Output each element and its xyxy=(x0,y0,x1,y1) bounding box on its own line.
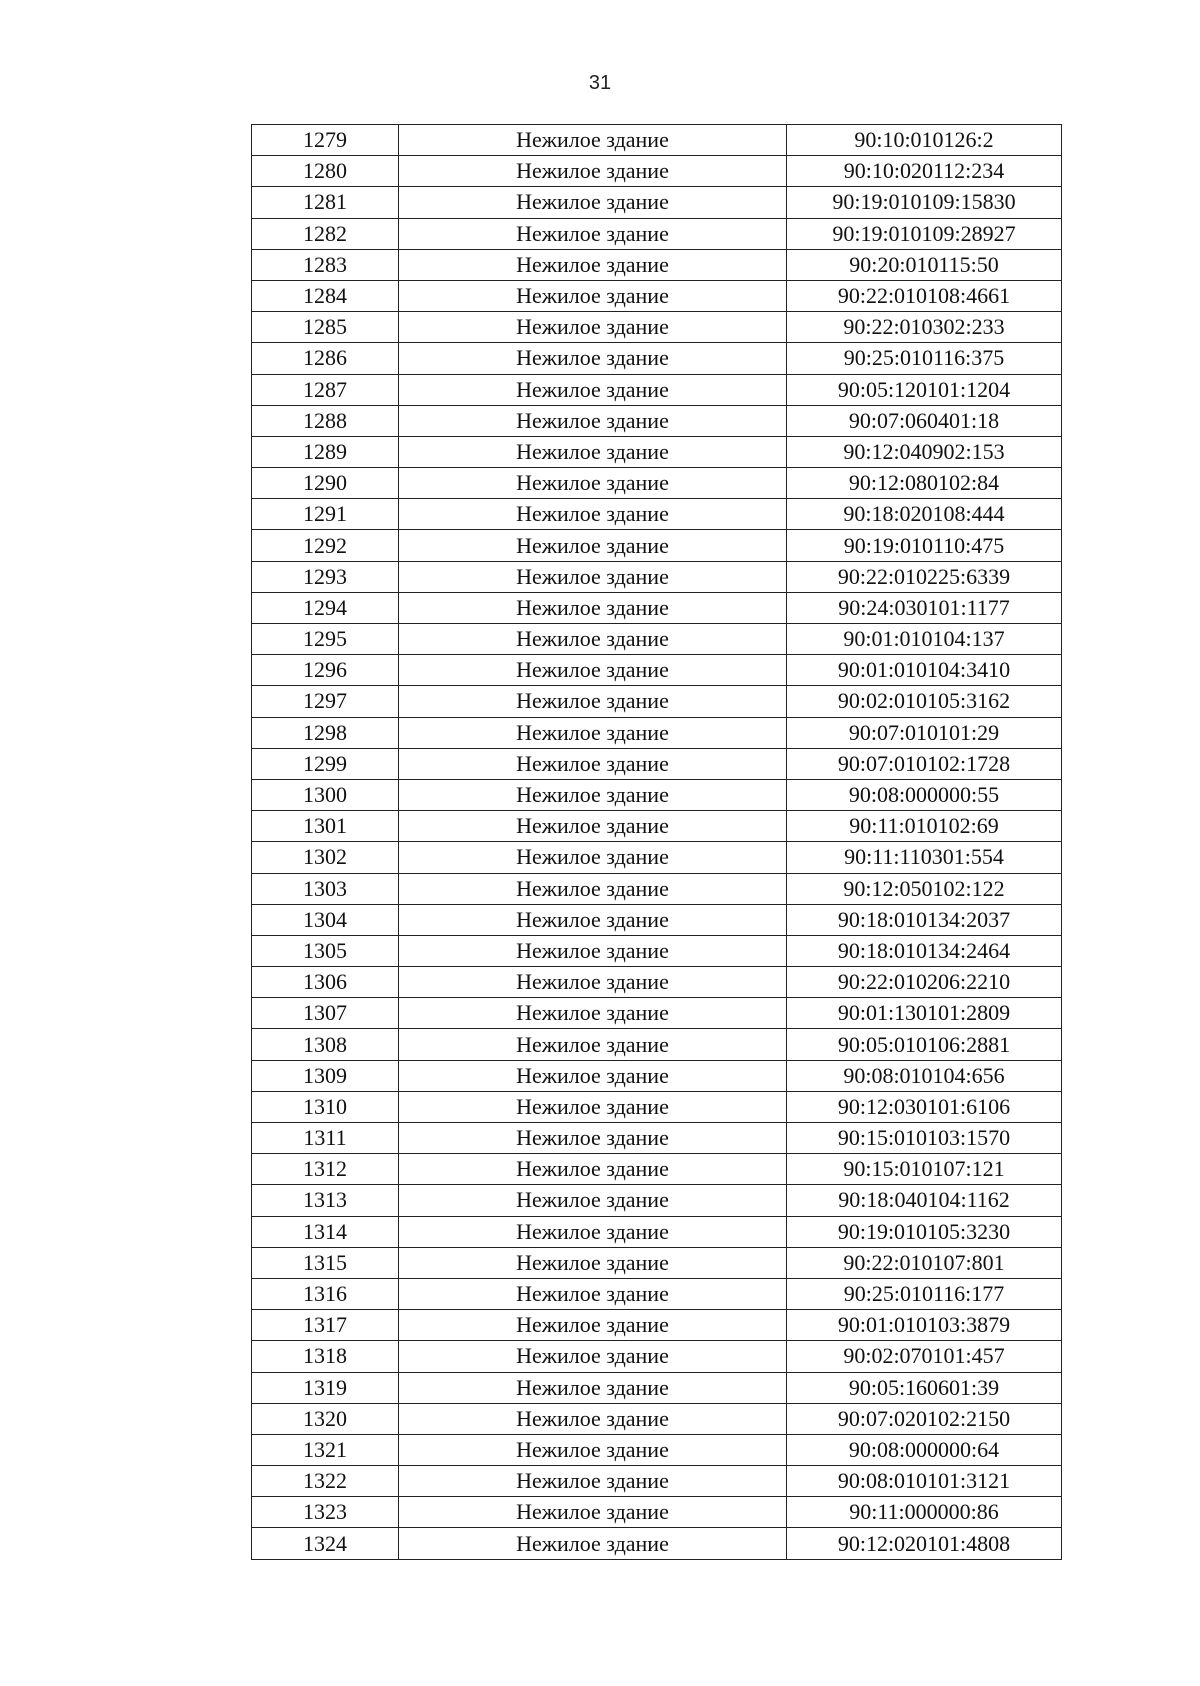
cadastral-number-cell: 90:22:010108:4661 xyxy=(787,280,1062,311)
row-number-cell: 1303 xyxy=(252,873,399,904)
table-row xyxy=(252,842,1062,873)
object-type-cell: Нежилое здание xyxy=(399,1247,787,1278)
row-number-cell: 1283 xyxy=(252,249,399,280)
cadastral-number-cell: 90:19:010109:15830 xyxy=(787,187,1062,218)
object-type-cell: Нежилое здание xyxy=(399,561,787,592)
table-row xyxy=(252,1278,1062,1309)
row-number-cell: 1298 xyxy=(252,717,399,748)
cadastral-number-cell: 90:19:010110:475 xyxy=(787,530,1062,561)
object-type-cell: Нежилое здание xyxy=(399,873,787,904)
table-row xyxy=(252,405,1062,436)
table-row xyxy=(252,686,1062,717)
table-row xyxy=(252,374,1062,405)
row-number-cell: 1279 xyxy=(252,125,399,156)
table-row xyxy=(252,1434,1062,1465)
object-type-cell: Нежилое здание xyxy=(399,312,787,343)
page-number: 31 xyxy=(588,72,612,94)
object-type-cell: Нежилое здание xyxy=(399,592,787,623)
table-row xyxy=(252,1185,1062,1216)
property-table xyxy=(251,124,1062,1560)
table-row xyxy=(252,935,1062,966)
cadastral-number-cell: 90:18:010134:2037 xyxy=(787,904,1062,935)
cadastral-number-cell: 90:01:010104:3410 xyxy=(787,655,1062,686)
row-number-cell: 1293 xyxy=(252,561,399,592)
table-body xyxy=(252,125,1062,1560)
cadastral-number-cell: 90:05:010106:2881 xyxy=(787,1029,1062,1060)
cadastral-number-cell: 90:02:070101:457 xyxy=(787,1341,1062,1372)
row-number-cell: 1286 xyxy=(252,343,399,374)
cadastral-number-cell: 90:10:010126:2 xyxy=(787,125,1062,156)
object-type-cell: Нежилое здание xyxy=(399,1185,787,1216)
object-type-cell: Нежилое здание xyxy=(399,1123,787,1154)
object-type-cell: Нежилое здание xyxy=(399,779,787,810)
row-number-cell: 1310 xyxy=(252,1091,399,1122)
row-number-cell: 1322 xyxy=(252,1466,399,1497)
row-number-cell: 1291 xyxy=(252,499,399,530)
row-number-cell: 1299 xyxy=(252,748,399,779)
table-row xyxy=(252,249,1062,280)
table-row xyxy=(252,1403,1062,1434)
cadastral-number-cell: 90:18:040104:1162 xyxy=(787,1185,1062,1216)
cadastral-number-cell: 90:07:010101:29 xyxy=(787,717,1062,748)
table-row xyxy=(252,1247,1062,1278)
object-type-cell: Нежилое здание xyxy=(399,1497,787,1528)
table-row xyxy=(252,779,1062,810)
row-number-cell: 1290 xyxy=(252,468,399,499)
cadastral-number-cell: 90:18:020108:444 xyxy=(787,499,1062,530)
row-number-cell: 1280 xyxy=(252,156,399,187)
object-type-cell: Нежилое здание xyxy=(399,1310,787,1341)
object-type-cell: Нежилое здание xyxy=(399,1091,787,1122)
object-type-cell: Нежилое здание xyxy=(399,468,787,499)
object-type-cell: Нежилое здание xyxy=(399,1278,787,1309)
cadastral-number-cell: 90:08:000000:64 xyxy=(787,1434,1062,1465)
table-row xyxy=(252,1123,1062,1154)
cadastral-number-cell: 90:01:010104:137 xyxy=(787,624,1062,655)
object-type-cell: Нежилое здание xyxy=(399,748,787,779)
row-number-cell: 1292 xyxy=(252,530,399,561)
cadastral-number-cell: 90:22:010107:801 xyxy=(787,1247,1062,1278)
row-number-cell: 1304 xyxy=(252,904,399,935)
row-number-cell: 1308 xyxy=(252,1029,399,1060)
object-type-cell: Нежилое здание xyxy=(399,1466,787,1497)
table-row xyxy=(252,1091,1062,1122)
cadastral-number-cell: 90:12:020101:4808 xyxy=(787,1528,1062,1559)
object-type-cell: Нежилое здание xyxy=(399,967,787,998)
cadastral-number-cell: 90:02:010105:3162 xyxy=(787,686,1062,717)
object-type-cell: Нежилое здание xyxy=(399,1528,787,1559)
table-row xyxy=(252,125,1062,156)
table-row xyxy=(252,1154,1062,1185)
row-number-cell: 1323 xyxy=(252,1497,399,1528)
row-number-cell: 1315 xyxy=(252,1247,399,1278)
cadastral-number-cell: 90:08:010101:3121 xyxy=(787,1466,1062,1497)
table-row xyxy=(252,1528,1062,1559)
table-row xyxy=(252,156,1062,187)
row-number-cell: 1319 xyxy=(252,1372,399,1403)
row-number-cell: 1324 xyxy=(252,1528,399,1559)
object-type-cell: Нежилое здание xyxy=(399,125,787,156)
object-type-cell: Нежилое здание xyxy=(399,1154,787,1185)
object-type-cell: Нежилое здание xyxy=(399,374,787,405)
table-row xyxy=(252,561,1062,592)
table-row xyxy=(252,218,1062,249)
table-row xyxy=(252,1310,1062,1341)
object-type-cell: Нежилое здание xyxy=(399,405,787,436)
row-number-cell: 1302 xyxy=(252,842,399,873)
row-number-cell: 1287 xyxy=(252,374,399,405)
cadastral-number-cell: 90:01:130101:2809 xyxy=(787,998,1062,1029)
object-type-cell: Нежилое здание xyxy=(399,1060,787,1091)
table-row xyxy=(252,1372,1062,1403)
cadastral-number-cell: 90:11:000000:86 xyxy=(787,1497,1062,1528)
table-row xyxy=(252,998,1062,1029)
cadastral-number-cell: 90:07:010102:1728 xyxy=(787,748,1062,779)
table-row xyxy=(252,436,1062,467)
object-type-cell: Нежилое здание xyxy=(399,935,787,966)
cadastral-number-cell: 90:18:010134:2464 xyxy=(787,935,1062,966)
object-type-cell: Нежилое здание xyxy=(399,280,787,311)
object-type-cell: Нежилое здание xyxy=(399,1434,787,1465)
cadastral-number-cell: 90:15:010103:1570 xyxy=(787,1123,1062,1154)
object-type-cell: Нежилое здание xyxy=(399,1341,787,1372)
row-number-cell: 1321 xyxy=(252,1434,399,1465)
row-number-cell: 1297 xyxy=(252,686,399,717)
table-row xyxy=(252,873,1062,904)
object-type-cell: Нежилое здание xyxy=(399,904,787,935)
cadastral-number-cell: 90:08:010104:656 xyxy=(787,1060,1062,1091)
object-type-cell: Нежилое здание xyxy=(399,156,787,187)
row-number-cell: 1281 xyxy=(252,187,399,218)
row-number-cell: 1288 xyxy=(252,405,399,436)
row-number-cell: 1312 xyxy=(252,1154,399,1185)
row-number-cell: 1295 xyxy=(252,624,399,655)
table-row xyxy=(252,717,1062,748)
object-type-cell: Нежилое здание xyxy=(399,499,787,530)
table-row xyxy=(252,592,1062,623)
row-number-cell: 1320 xyxy=(252,1403,399,1434)
table-row xyxy=(252,748,1062,779)
table-row xyxy=(252,1029,1062,1060)
table-row xyxy=(252,967,1062,998)
row-number-cell: 1307 xyxy=(252,998,399,1029)
table-row xyxy=(252,1341,1062,1372)
object-type-cell: Нежилое здание xyxy=(399,249,787,280)
row-number-cell: 1284 xyxy=(252,280,399,311)
cadastral-number-cell: 90:22:010225:6339 xyxy=(787,561,1062,592)
row-number-cell: 1309 xyxy=(252,1060,399,1091)
object-type-cell: Нежилое здание xyxy=(399,686,787,717)
cadastral-number-cell: 90:20:010115:50 xyxy=(787,249,1062,280)
object-type-cell: Нежилое здание xyxy=(399,842,787,873)
cadastral-number-cell: 90:05:160601:39 xyxy=(787,1372,1062,1403)
object-type-cell: Нежилое здание xyxy=(399,436,787,467)
table-row xyxy=(252,187,1062,218)
object-type-cell: Нежилое здание xyxy=(399,1403,787,1434)
table-row xyxy=(252,1216,1062,1247)
cadastral-number-cell: 90:08:000000:55 xyxy=(787,779,1062,810)
object-type-cell: Нежилое здание xyxy=(399,811,787,842)
cadastral-number-cell: 90:07:060401:18 xyxy=(787,405,1062,436)
table-row xyxy=(252,655,1062,686)
row-number-cell: 1300 xyxy=(252,779,399,810)
cadastral-number-cell: 90:19:010109:28927 xyxy=(787,218,1062,249)
cadastral-number-cell: 90:10:020112:234 xyxy=(787,156,1062,187)
cadastral-number-cell: 90:05:120101:1204 xyxy=(787,374,1062,405)
row-number-cell: 1285 xyxy=(252,312,399,343)
row-number-cell: 1294 xyxy=(252,592,399,623)
object-type-cell: Нежилое здание xyxy=(399,624,787,655)
object-type-cell: Нежилое здание xyxy=(399,343,787,374)
object-type-cell: Нежилое здание xyxy=(399,1372,787,1403)
cadastral-number-cell: 90:22:010206:2210 xyxy=(787,967,1062,998)
table-row xyxy=(252,343,1062,374)
object-type-cell: Нежилое здание xyxy=(399,1029,787,1060)
object-type-cell: Нежилое здание xyxy=(399,187,787,218)
row-number-cell: 1316 xyxy=(252,1278,399,1309)
table-row xyxy=(252,468,1062,499)
row-number-cell: 1301 xyxy=(252,811,399,842)
table-row xyxy=(252,499,1062,530)
cadastral-number-cell: 90:12:040902:153 xyxy=(787,436,1062,467)
cadastral-number-cell: 90:25:010116:177 xyxy=(787,1278,1062,1309)
table-row xyxy=(252,1497,1062,1528)
cadastral-number-cell: 90:22:010302:233 xyxy=(787,312,1062,343)
row-number-cell: 1317 xyxy=(252,1310,399,1341)
cadastral-number-cell: 90:12:080102:84 xyxy=(787,468,1062,499)
cadastral-number-cell: 90:24:030101:1177 xyxy=(787,592,1062,623)
cadastral-number-cell: 90:25:010116:375 xyxy=(787,343,1062,374)
object-type-cell: Нежилое здание xyxy=(399,655,787,686)
table-row xyxy=(252,530,1062,561)
row-number-cell: 1318 xyxy=(252,1341,399,1372)
row-number-cell: 1282 xyxy=(252,218,399,249)
cadastral-number-cell: 90:11:110301:554 xyxy=(787,842,1062,873)
object-type-cell: Нежилое здание xyxy=(399,218,787,249)
row-number-cell: 1296 xyxy=(252,655,399,686)
cadastral-number-cell: 90:12:030101:6106 xyxy=(787,1091,1062,1122)
cadastral-number-cell: 90:01:010103:3879 xyxy=(787,1310,1062,1341)
row-number-cell: 1306 xyxy=(252,967,399,998)
row-number-cell: 1305 xyxy=(252,935,399,966)
cadastral-number-cell: 90:12:050102:122 xyxy=(787,873,1062,904)
object-type-cell: Нежилое здание xyxy=(399,530,787,561)
cadastral-number-cell: 90:19:010105:3230 xyxy=(787,1216,1062,1247)
object-type-cell: Нежилое здание xyxy=(399,998,787,1029)
cadastral-number-cell: 90:07:020102:2150 xyxy=(787,1403,1062,1434)
table-row xyxy=(252,280,1062,311)
row-number-cell: 1311 xyxy=(252,1123,399,1154)
table-row xyxy=(252,312,1062,343)
table-row xyxy=(252,904,1062,935)
object-type-cell: Нежилое здание xyxy=(399,717,787,748)
table-row xyxy=(252,811,1062,842)
row-number-cell: 1313 xyxy=(252,1185,399,1216)
table-row xyxy=(252,1466,1062,1497)
cadastral-number-cell: 90:15:010107:121 xyxy=(787,1154,1062,1185)
object-type-cell: Нежилое здание xyxy=(399,1216,787,1247)
table-row xyxy=(252,624,1062,655)
cadastral-number-cell: 90:11:010102:69 xyxy=(787,811,1062,842)
table-row xyxy=(252,1060,1062,1091)
row-number-cell: 1314 xyxy=(252,1216,399,1247)
row-number-cell: 1289 xyxy=(252,436,399,467)
